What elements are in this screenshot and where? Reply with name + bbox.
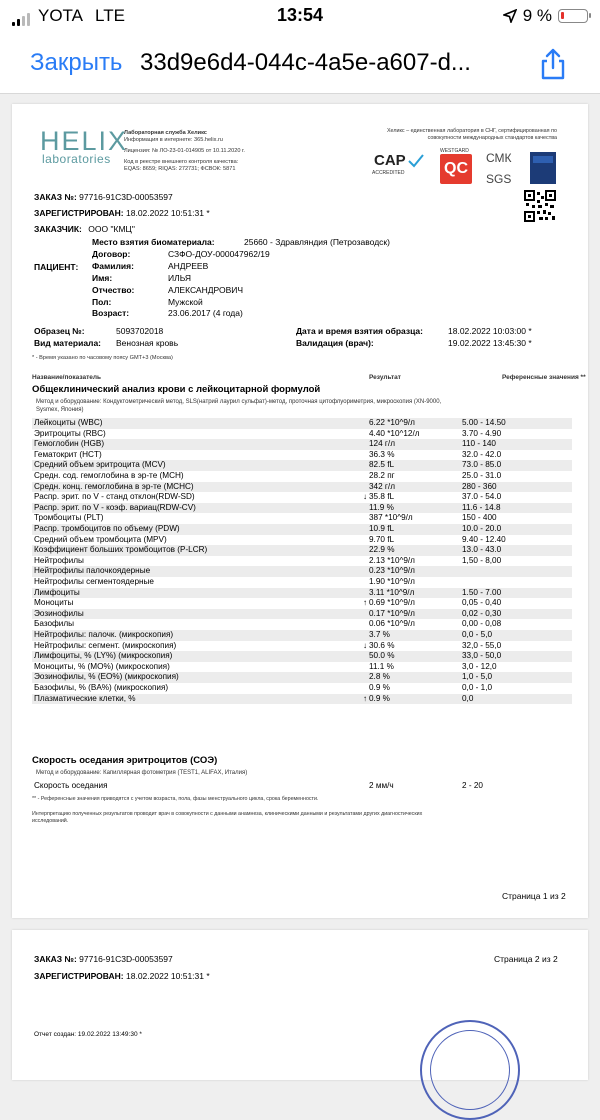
- westgard-qc-logo: QC: [440, 154, 472, 184]
- row-name: Нейтрофилы: сегмент. (микроскопия): [34, 640, 177, 650]
- row-value: 10.9 fL: [369, 524, 395, 533]
- row-ref: 0,0: [462, 693, 474, 703]
- row-value: 36.3 %: [369, 449, 395, 459]
- battery-icon: [558, 9, 588, 23]
- row-ref: 5.00 - 14.50: [462, 418, 506, 427]
- location-arrow-icon: [503, 9, 517, 23]
- patient-title: ПАЦИЕНТ:: [34, 262, 79, 272]
- timezone-note: * - Время указано по часовому поясу GMT+3 (Москва): [32, 355, 173, 361]
- row-ref: 0,0 - 5,0: [462, 630, 493, 639]
- westgard-label: WESTGARD: [440, 148, 469, 154]
- row-name: Нейтрофилы: [34, 555, 84, 565]
- clock: 13:54: [276, 5, 324, 25]
- row-name: Гематокрит (HCT): [34, 449, 102, 459]
- row-name: Распр. тромбоцитов по объему (PDW): [34, 524, 180, 533]
- place-value: 25660 - Здравляндия (Петрозаводск): [244, 237, 390, 247]
- order-label: ЗАКАЗ №:: [34, 192, 77, 202]
- contract-label: Договор:: [92, 249, 131, 259]
- cap-logo: CAP: [374, 152, 406, 169]
- section-esr-method: Метод и оборудование: Капиллярная фотометрия (TEST1, ALIFAX, Италия): [36, 770, 248, 776]
- report-created: Отчет создан: 19.02.2022 13:49:30 *: [34, 1031, 142, 1038]
- row-name: Эозинофилы: [34, 608, 84, 618]
- table-row: [32, 439, 572, 450]
- row-value: 11.1 %: [369, 661, 394, 671]
- row-value: 342 г/л: [369, 481, 395, 491]
- row-name: Базофилы: [34, 619, 75, 629]
- row-name: Скорость оседания: [34, 781, 108, 790]
- page2-registered-value: 18.02.2022 10:51:31 *: [126, 971, 210, 981]
- battery-percent: 9 %: [522, 6, 552, 25]
- row-name: Гемоглобин (HGB): [34, 439, 105, 449]
- table-row: [32, 482, 572, 493]
- row-value: 6.22 *10^9/л: [369, 418, 415, 427]
- row-value: 22.9 %: [369, 545, 395, 555]
- row-name: Лейкоциты (WBC): [34, 418, 103, 427]
- row-name: Лимфоциты, % (LY%) (микроскопия): [34, 651, 173, 661]
- checkmark-icon: [408, 154, 424, 168]
- status-bar: [0, 0, 600, 34]
- network-type: LTE: [95, 6, 125, 25]
- lab-license: Лицензия: № ЛО-23-01-014905 от 10.11.2020 г.: [124, 148, 245, 154]
- registered-value: 18.02.2022 10:51:31 *: [126, 208, 210, 218]
- page2-order: [34, 954, 173, 964]
- row-ref: 73.0 - 85.0: [462, 460, 502, 470]
- col-name-header: Название/показатель: [32, 374, 102, 381]
- close-button[interactable]: Закрыть: [30, 49, 123, 76]
- page2-order-value: 97716-91C3D-00053597: [79, 954, 173, 964]
- page2-number: Страница 2 из 2: [494, 954, 558, 964]
- document-page-1[interactable]: [12, 104, 588, 918]
- row-ref: 33,0 - 50,0: [462, 651, 502, 661]
- row-value: 28.2 пг: [369, 471, 395, 480]
- registered: [34, 208, 210, 218]
- surname-label: Фамилия:: [92, 261, 134, 271]
- row-flag: ↑: [363, 598, 367, 608]
- customer: [34, 224, 135, 234]
- table-row: [32, 535, 572, 546]
- row-name: Нейтрофилы сегментоядерные: [34, 577, 154, 586]
- status-right: [503, 6, 588, 26]
- registered-label: ЗАРЕГИСТРИРОВАН:: [34, 208, 124, 218]
- row-ref: 3,0 - 12,0: [462, 661, 497, 671]
- patronymic-value: АЛЕКСАНДРОВИЧ: [168, 285, 244, 295]
- sample-label: Образец №:: [34, 326, 85, 336]
- interpretation-note: Интерпретацию полученных результатов проводит врач в совокупности с данными анамнеза, клиническими данными и результатами других диагностических исследований.: [32, 811, 423, 824]
- share-icon[interactable]: [535, 46, 571, 82]
- qr-code-icon: [524, 190, 556, 222]
- row-name: Нейтрофилы палочкоядерные: [34, 566, 151, 576]
- row-ref: 37.0 - 54.0: [462, 492, 502, 502]
- section-cbc-method: Метод и оборудование: Кондуктометрический метод, SLS(натрий лаурил сульфат)-метод, проточная цитофлуориметрия, микроскопия (XN-9000, Sysmex, Япония): [36, 399, 442, 413]
- table-row: [32, 513, 572, 524]
- document-page-2[interactable]: [12, 930, 588, 1080]
- lab-site: Информация в интернете: 365.helix.ru: [124, 137, 223, 143]
- row-value: 2.13 *10^9/л: [369, 555, 415, 565]
- table-row: [32, 429, 572, 440]
- name-label: Имя:: [92, 273, 113, 283]
- row-name: Эритроциты (RBC): [34, 428, 106, 438]
- taken-value: 18.02.2022 10:03:00 *: [448, 326, 532, 336]
- row-value: 4.40 *10^12/л: [369, 428, 420, 438]
- row-ref: 0,0 - 1,0: [462, 683, 493, 692]
- row-flag: ↓: [363, 492, 367, 502]
- place-label: Место взятия биоматериала:: [92, 237, 215, 247]
- surname-value: АНДРЕЕВ: [168, 261, 209, 271]
- order-number: [34, 192, 173, 202]
- table-row: [32, 609, 572, 620]
- table-row: [32, 545, 572, 556]
- row-value: 0.9 %: [369, 683, 390, 692]
- row-name: Распр. эрит. по V - коэф. вариац(RDW-CV): [34, 502, 196, 512]
- table-row: [32, 598, 572, 609]
- table-row: [32, 524, 572, 535]
- table-row: [32, 672, 572, 683]
- row-value: 11.9 %: [369, 502, 394, 512]
- row-name: Распр. эрит. по V - станд отклон(RDW-SD): [34, 492, 195, 502]
- row-ref: 0,02 - 0,30: [462, 608, 502, 618]
- nav-bar: [0, 34, 600, 94]
- row-name: Коэффициент больших тромбоцитов (P-LCR): [34, 545, 208, 555]
- taken-label: Дата и время взятия образца:: [296, 326, 423, 336]
- row-name: Лимфоциты: [34, 587, 80, 597]
- age-value: 23.06.2017 (4 года): [168, 308, 243, 318]
- table-row: [32, 651, 572, 662]
- cert-note: Хеликс – единственная лаборатория в СНГ, сертифицированная по совокупности международных стандартов качества: [386, 128, 557, 141]
- page2-registered: [34, 971, 210, 981]
- helix-logo-sub: laboratories: [42, 152, 111, 166]
- sgs-logo: SGS: [486, 172, 512, 186]
- lab-registry-codes: EQAS: 8659; RIQAS: 272731; ФСВОК: 5871: [124, 166, 236, 172]
- row-value: 387 *10^9/л: [369, 513, 413, 523]
- row-ref: 1.50 - 7.00: [462, 587, 502, 597]
- row-value: 82.5 fL: [369, 460, 395, 470]
- table-row: [32, 694, 572, 705]
- name-value: ИЛЬЯ: [168, 273, 192, 283]
- row-name: Плазматические клетки, %: [34, 693, 136, 703]
- smk-logo: СМК: [486, 151, 512, 165]
- row-value: 30.6 %: [369, 640, 395, 650]
- row-ref: 2 - 20: [462, 781, 483, 790]
- row-value: 3.7 %: [369, 630, 390, 639]
- document-title: 33d9e6d4-044c-4a5e-a607-d...: [140, 49, 471, 76]
- row-ref: 110 - 140: [462, 439, 496, 449]
- material-value: Венозная кровь: [116, 338, 179, 348]
- table-row: [32, 619, 572, 630]
- sex-value: Мужской: [168, 297, 203, 307]
- sample-value: 5093702018: [116, 326, 164, 336]
- lab-stamp: [420, 1020, 520, 1120]
- table-row: [32, 781, 572, 792]
- age-label: Возраст:: [92, 308, 130, 318]
- order-value: 97716-91C3D-00053597: [79, 192, 173, 202]
- row-ref: 0,05 - 0,40: [462, 598, 502, 608]
- page2-order-label: ЗАКАЗ №:: [34, 954, 77, 964]
- row-name: Моноциты, % (MO%) (микроскопия): [34, 661, 170, 671]
- row-name: Средний объем тромбоцита (MPV): [34, 534, 167, 544]
- row-value: 0.23 *10^9/л: [369, 566, 415, 576]
- row-name: Базофилы, % (BA%) (микроскопия): [34, 683, 169, 692]
- row-value: 35.8 fL: [369, 492, 395, 502]
- section-cbc-title: Общеклинический анализ крови с лейкоцитарной формулой: [32, 384, 321, 395]
- page2-registered-label: ЗАРЕГИСТРИРОВАН:: [34, 971, 124, 981]
- table-row: [32, 566, 572, 577]
- row-name: Эозинофилы, % (EO%) (микроскопия): [34, 672, 179, 682]
- table-row: [32, 577, 572, 588]
- row-value: 0.06 *10^9/л: [369, 619, 415, 629]
- row-ref: 10.0 - 20.0: [462, 524, 502, 533]
- row-name: Моноциты: [34, 598, 74, 608]
- table-row: [32, 588, 572, 599]
- row-name: Средн. сод. гемоглобина в эр-те (MCH): [34, 471, 184, 480]
- row-ref: 150 - 400: [462, 513, 497, 523]
- customer-label: ЗАКАЗЧИК:: [34, 224, 82, 234]
- table-row: [32, 556, 572, 567]
- sex-label: Пол:: [92, 297, 112, 307]
- table-row: [32, 662, 572, 673]
- row-ref: 280 - 360: [462, 481, 497, 491]
- row-name: Нейтрофилы: палочк. (микроскопия): [34, 630, 174, 639]
- row-ref: 32.0 - 42.0: [462, 449, 502, 459]
- row-value: 2 мм/ч: [369, 781, 394, 790]
- row-ref: 1,0 - 5,0: [462, 672, 493, 682]
- table-row: [32, 418, 572, 429]
- section-esr-title: Скорость оседания эритроцитов (СОЭ): [32, 755, 218, 766]
- page-number: Страница 1 из 2: [502, 891, 566, 901]
- reference-note: ** - Референсные значения приводятся с учетом возраста, пола, фазы менструального цикла, срока беременности.: [32, 796, 319, 802]
- row-ref: 25.0 - 31.0: [462, 471, 502, 480]
- table-row: [32, 460, 572, 471]
- table-row: [32, 471, 572, 482]
- table-row: [32, 683, 572, 694]
- table-row: [32, 492, 572, 503]
- row-value: 0.17 *10^9/л: [369, 608, 415, 618]
- certificates: [372, 148, 562, 188]
- material-label: Вид материала:: [34, 338, 102, 348]
- global-vision-logo: [530, 152, 556, 184]
- row-value: 2.8 %: [369, 672, 390, 682]
- table-row: [32, 503, 572, 514]
- row-flag: ↓: [363, 640, 367, 650]
- table-row: [32, 450, 572, 461]
- carrier-name: YOTA: [38, 6, 84, 25]
- cap-accredited: ACCREDITED: [372, 170, 405, 176]
- validation-value: 19.02.2022 13:45:30 *: [448, 338, 532, 348]
- lab-name: Лабораторная служба Хеликс: [124, 130, 207, 136]
- row-value: 0.69 *10^9/л: [369, 598, 415, 608]
- row-value: 50.0 %: [369, 651, 395, 661]
- patronymic-label: Отчество:: [92, 285, 135, 295]
- row-value: 3.11 *10^9/л: [369, 587, 415, 597]
- row-ref: 32,0 - 55,0: [462, 640, 502, 650]
- contract-value: СЗФО-ДОУ-000047962/19: [168, 249, 270, 259]
- row-value: 0.9 %: [369, 693, 390, 703]
- validation-label: Валидация (врач):: [296, 338, 374, 348]
- col-result-header: Результат: [369, 374, 401, 381]
- row-name: Средн. конц. гемоглобина в эр-те (MCHC): [34, 481, 194, 491]
- row-ref: 3.70 - 4.90: [462, 428, 502, 438]
- row-ref: 13.0 - 43.0: [462, 545, 502, 555]
- col-reference-header: Референсные значения **: [502, 374, 586, 381]
- row-ref: 11.6 - 14.8: [462, 502, 501, 512]
- row-ref: 1,50 - 8,00: [462, 555, 502, 565]
- row-value: 124 г/л: [369, 439, 395, 449]
- row-value: 9.70 fL: [369, 534, 395, 544]
- row-value: 1.90 *10^9/л: [369, 577, 415, 586]
- row-name: Тромбоциты (PLT): [34, 513, 104, 523]
- helix-logo: HELIX: [40, 126, 129, 156]
- table-row: [32, 630, 572, 641]
- row-ref: 0,00 - 0,08: [462, 619, 502, 629]
- row-flag: ↑: [363, 693, 367, 703]
- table-row: [32, 641, 572, 652]
- lab-info: [124, 130, 324, 173]
- row-name: Средний объем эритроцита (MCV): [34, 460, 166, 470]
- customer-value: ООО "КМЦ": [88, 224, 135, 234]
- lab-registry: Код в реестре внешнего контроля качества:: [124, 159, 239, 165]
- row-ref: 9.40 - 12.40: [462, 534, 506, 544]
